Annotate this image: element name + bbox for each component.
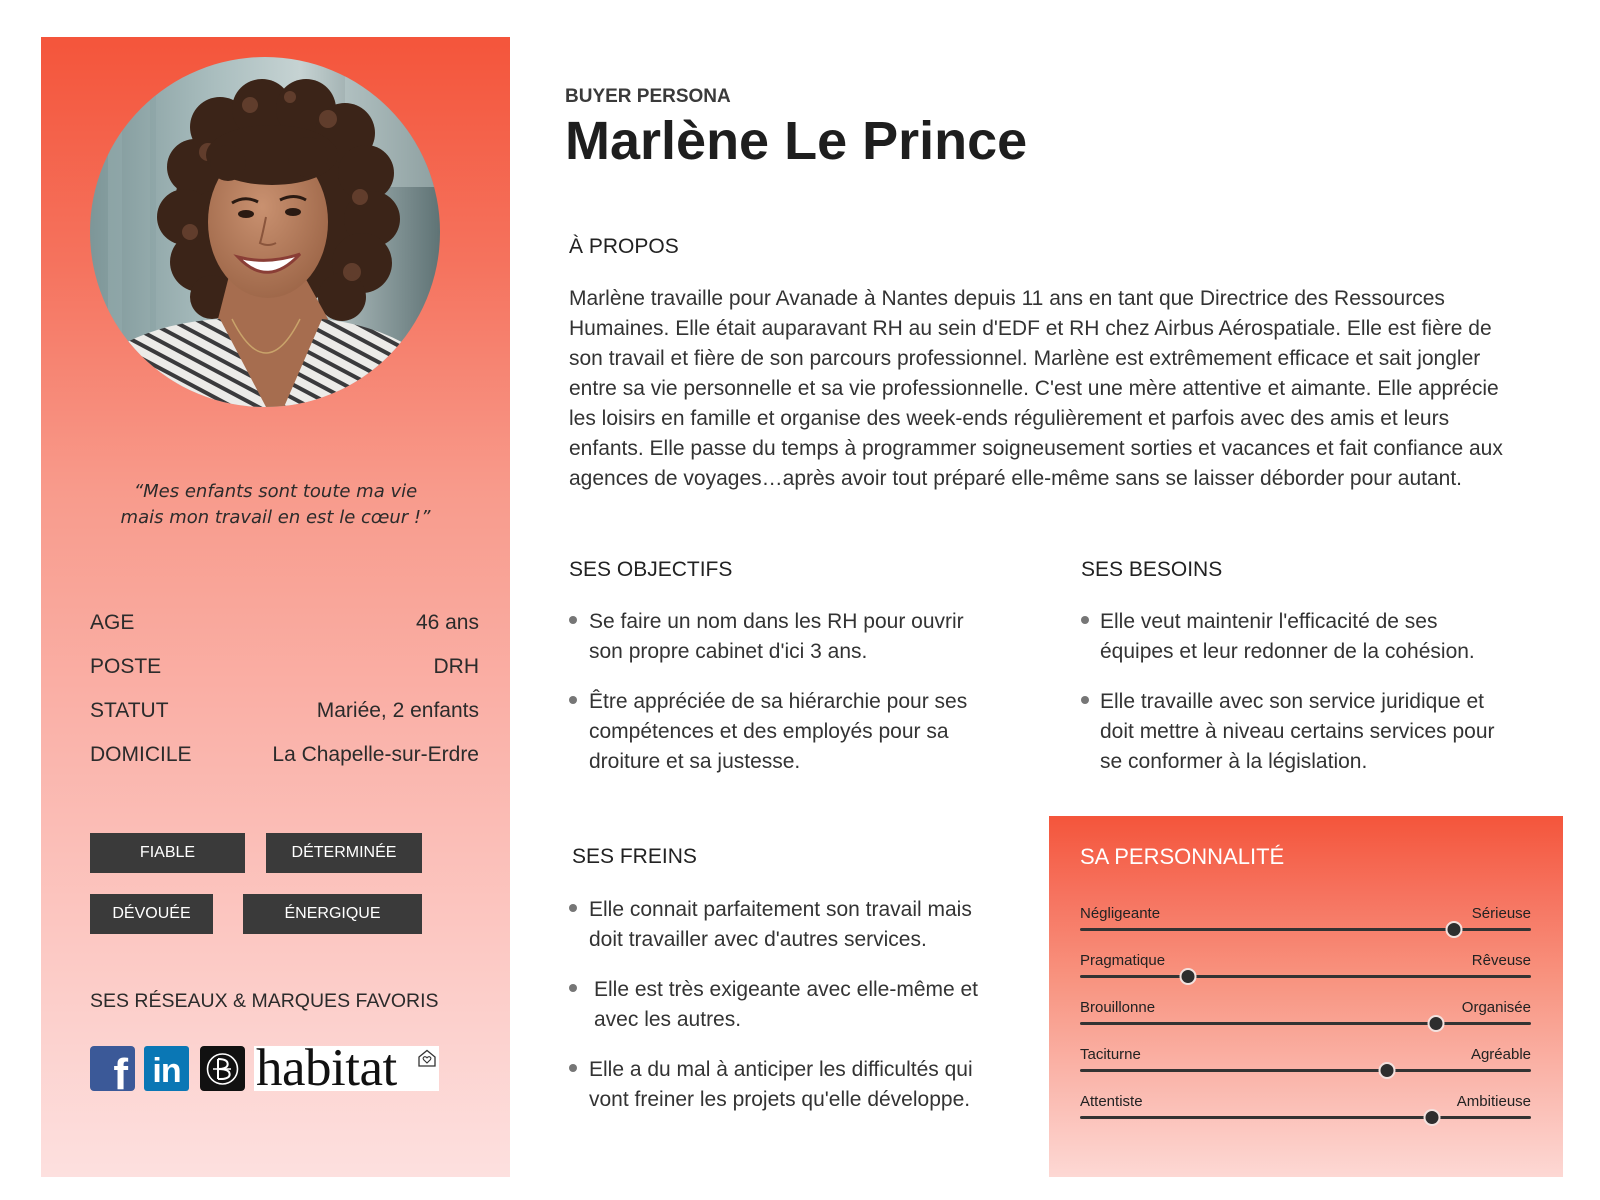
personality-scale bbox=[1080, 1045, 1531, 1085]
personality-scale bbox=[1080, 1092, 1531, 1132]
trait-tag-devouee: DÉVOUÉE bbox=[90, 894, 213, 934]
goal-item-line: Être appréciée de sa hiérarchie pour ses bbox=[589, 690, 968, 713]
need-item-line: Elle veut maintenir l'efficacité de ses bbox=[1100, 610, 1438, 633]
bullet-icon bbox=[1081, 696, 1089, 704]
bullet-icon bbox=[569, 984, 577, 992]
house-heart-icon bbox=[417, 1048, 437, 1068]
scale-left-label: Pragmatique bbox=[1080, 952, 1166, 969]
need-item bbox=[1081, 687, 1495, 777]
scale-left-label: Taciturne bbox=[1080, 1046, 1141, 1063]
goals-list bbox=[569, 607, 967, 797]
obstacles-heading: SES FREINS bbox=[572, 845, 697, 868]
trait-tag-fiable: FIABLE bbox=[90, 833, 245, 873]
scale-left-label: Attentiste bbox=[1080, 1093, 1143, 1110]
scale-right-label: Sérieuse bbox=[1471, 905, 1531, 922]
about-line: entre sa vie personnelle et sa vie professionnelle. C'est une mère attentive et aimante. Elle apprécie bbox=[569, 377, 1499, 400]
bullet-icon bbox=[569, 696, 577, 704]
habitat-logo bbox=[254, 1046, 439, 1091]
needs-heading: SES BESOINS bbox=[1081, 558, 1223, 581]
fact-row-statut bbox=[90, 689, 479, 733]
personality-scale bbox=[1080, 998, 1531, 1038]
need-item-line: Elle travaille avec son service juridique et bbox=[1100, 690, 1485, 713]
needs-list bbox=[1081, 607, 1495, 797]
scale-track bbox=[1080, 928, 1531, 931]
brand-mark-icon bbox=[200, 1046, 245, 1091]
fact-value: DRH bbox=[433, 655, 479, 678]
portrait-illustration bbox=[90, 57, 440, 407]
goal-item bbox=[569, 687, 967, 777]
trait-tag-energique: ÉNERGIQUE bbox=[243, 894, 422, 934]
about-line: Marlène travaille pour Avanade à Nantes depuis 11 ans en tant que Directrice des Ressources bbox=[569, 287, 1445, 310]
scale-right-label: Ambitieuse bbox=[1456, 1093, 1531, 1110]
obstacle-item bbox=[569, 975, 978, 1035]
scale-knob bbox=[1423, 1109, 1440, 1126]
need-item bbox=[1081, 607, 1495, 667]
obstacle-item-line: avec les autres. bbox=[594, 1008, 742, 1031]
networks-heading: SES RÉSEAUX & MARQUES FAVORIS bbox=[90, 990, 439, 1012]
about-line: agences de voyages…après avoir tout préparé elle-même sans se laisser déborder pour autant. bbox=[569, 467, 1463, 490]
quote-line: mais mon travail en est le cœur !” bbox=[120, 507, 431, 528]
fact-value: 46 ans bbox=[415, 611, 479, 634]
scale-track bbox=[1080, 1022, 1531, 1025]
scale-knob bbox=[1180, 968, 1197, 985]
fact-row-age bbox=[90, 601, 479, 645]
goal-item bbox=[569, 607, 967, 667]
goal-item-line: droiture et sa justesse. bbox=[589, 750, 801, 773]
goal-item-line: compétences et des employés pour sa bbox=[589, 720, 949, 743]
obstacle-item-line: vont freiner les projets qu'elle développe. bbox=[589, 1088, 971, 1111]
goals-heading: SES OBJECTIFS bbox=[569, 558, 733, 581]
need-item-line: équipes et leur redonner de la cohésion. bbox=[1100, 640, 1475, 663]
persona-facts bbox=[90, 601, 479, 777]
linkedin-icon bbox=[144, 1046, 189, 1091]
obstacles-list bbox=[569, 895, 978, 1135]
facebook-icon bbox=[90, 1046, 135, 1091]
fact-label: POSTE bbox=[90, 655, 162, 678]
persona-quote bbox=[41, 479, 510, 531]
linkedin-glyph: in bbox=[152, 1052, 181, 1090]
about-paragraph bbox=[569, 284, 1503, 494]
fact-label: AGE bbox=[90, 611, 135, 634]
habitat-wordmark: habitat bbox=[256, 1046, 397, 1091]
fact-row-domicile bbox=[90, 733, 479, 777]
scale-track bbox=[1080, 1069, 1531, 1072]
scale-right-label: Organisée bbox=[1461, 999, 1531, 1016]
profile-photo bbox=[90, 57, 440, 407]
facebook-glyph: f bbox=[113, 1050, 128, 1091]
fact-label: DOMICILE bbox=[90, 743, 192, 766]
bullet-icon bbox=[569, 616, 577, 624]
fact-label: STATUT bbox=[90, 699, 169, 722]
obstacle-item-line: Elle est très exigeante avec elle-même et bbox=[594, 978, 979, 1001]
scale-knob bbox=[1378, 1062, 1395, 1079]
bullet-icon bbox=[569, 904, 577, 912]
about-heading: À PROPOS bbox=[569, 235, 679, 258]
quote-line: “Mes enfants sont toute ma vie bbox=[133, 481, 418, 502]
personality-heading: SA PERSONNALITÉ bbox=[1080, 844, 1285, 869]
obstacle-item-line: Elle a du mal à anticiper les difficultés qui bbox=[589, 1058, 973, 1081]
personality-scale bbox=[1080, 904, 1531, 944]
obstacle-item-line: doit travailler avec d'autres services. bbox=[589, 928, 927, 951]
about-line: les loisirs en famille et organise des week-ends régulièrement et parfois avec des amis et leurs bbox=[569, 407, 1450, 430]
scale-track bbox=[1080, 1116, 1531, 1119]
scale-right-label: Rêveuse bbox=[1471, 952, 1531, 969]
fact-row-poste bbox=[90, 645, 479, 689]
about-line: son travail et fière de son parcours professionnel. Marlène est extrêmement efficace et sait jongler bbox=[569, 347, 1481, 370]
page-title: Marlène Le Prince bbox=[565, 111, 1028, 171]
personality-panel bbox=[1049, 816, 1563, 1177]
scale-left-label: Brouillonne bbox=[1080, 999, 1156, 1016]
about-line: enfants. Elle passe du temps à programmer soigneusement sorties et vacances et fait confiance aux bbox=[569, 437, 1503, 460]
about-line: Humaines. Elle était auparavant RH au sein d'EDF et RH chez Airbus Aérospatiale. Elle est fière de bbox=[569, 317, 1492, 340]
obstacle-item bbox=[569, 895, 978, 955]
fact-value: Mariée, 2 enfants bbox=[316, 699, 479, 722]
brand-mark-symbol bbox=[200, 1046, 245, 1091]
goal-item-line: Se faire un nom dans les RH pour ouvrir bbox=[589, 610, 964, 633]
obstacle-item bbox=[569, 1055, 978, 1115]
profile-panel bbox=[41, 37, 510, 1177]
scale-track bbox=[1080, 975, 1531, 978]
trait-tag-determinee: DÉTERMINÉE bbox=[266, 833, 422, 873]
personality-scale bbox=[1080, 951, 1531, 991]
goal-item-line: son propre cabinet d'ici 3 ans. bbox=[589, 640, 868, 663]
need-item-line: doit mettre à niveau certains services pour bbox=[1100, 720, 1495, 743]
obstacle-item-line: Elle connait parfaitement son travail mais bbox=[589, 898, 972, 921]
scale-knob bbox=[1446, 921, 1463, 938]
scale-knob bbox=[1428, 1015, 1445, 1032]
need-item-line: se conformer à la législation. bbox=[1100, 750, 1368, 773]
bullet-icon bbox=[569, 1064, 577, 1072]
scale-left-label: Négligeante bbox=[1080, 905, 1161, 922]
fact-value: La Chapelle-sur-Erdre bbox=[272, 743, 479, 766]
scale-right-label: Agréable bbox=[1470, 1046, 1531, 1063]
bullet-icon bbox=[1081, 616, 1089, 624]
document-eyebrow: BUYER PERSONA bbox=[565, 86, 731, 107]
